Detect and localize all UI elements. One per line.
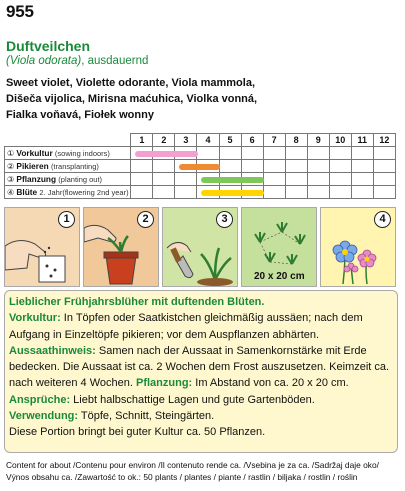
description-box [4,290,398,453]
row-label: Blüte [16,187,38,197]
footer-line: Content for about /Contenu pour environ /Il contenuto rende ca. /Vsebina je za ca. /Sadržaj daje oko/ [6,460,379,470]
month-cell [153,186,175,199]
month-cell [329,186,351,199]
row-sublabel: (planting out) [58,175,103,184]
verwendung-paragraph [9,408,393,424]
names-line: Sweet violet, Violette odorante, Viola mammola, [6,77,255,89]
aussaat-paragraph [9,343,393,392]
month-header: 4 [197,134,219,147]
calendar-corner [5,134,131,147]
step-number: 3 [216,211,233,228]
vorkultur-label: Vorkultur: [9,312,61,325]
row-label: Pflanzung [16,174,57,184]
month-cell [285,147,307,160]
latin-name [6,55,148,67]
step-number: 1 [58,211,75,228]
month-cell [351,186,373,199]
month-cell [197,147,219,160]
row-step-number: ② [7,162,15,171]
month-header: 2 [153,134,175,147]
month-header: 3 [175,134,197,147]
product-title: Duftveilchen [6,38,91,54]
footer-line: Výnos obsahu ca. /Zawartość to ok.: 50 plants / plantes / piante / rastlin / biljaka / rostlin / roślin [6,471,358,482]
month-cell [329,160,351,173]
calendar-row-label [5,173,131,186]
month-cell [197,173,219,186]
month-cell [329,147,351,160]
month-header: 10 [329,134,351,147]
row-step-number: ③ [7,175,15,184]
month-cell [307,173,329,186]
month-cell [131,186,153,199]
row-sublabel: (transplanting) [50,162,99,171]
translated-names [6,75,402,123]
row-sublabel: 2. Jahr(flowering 2nd year) [39,188,129,197]
row-sublabel: (sowing indoors) [54,149,110,158]
row-step-number: ① [7,149,15,158]
month-cell [285,173,307,186]
instruction-panels [4,207,396,287]
step-number: 2 [137,211,154,228]
row-step-number: ④ [7,188,15,197]
month-cell [373,147,395,160]
month-header: 12 [373,134,395,147]
calendar-row [5,186,396,199]
month-cell [263,147,285,160]
month-cell [307,160,329,173]
month-cell [175,186,197,199]
aussaat-label: Aussaathinweis: [9,344,96,357]
month-cell [263,160,285,173]
month-cell [241,160,263,173]
spacing-label: 20 x 20 cm [254,271,305,282]
calendar-row-label [5,147,131,160]
month-cell [351,173,373,186]
pflanzung-text: Im Abstand von ca. 20 x 20 cm. [192,377,349,390]
month-cell [373,173,395,186]
names-line: Dišeča vijolica, Mirisna maćuhica, Violka vonná, [6,93,258,105]
article-number: 955 [6,2,34,21]
period-bar [135,151,198,157]
month-cell [175,173,197,186]
panel-flowering [320,207,396,287]
month-cell [285,160,307,173]
month-cell [153,160,175,173]
month-header: 8 [285,134,307,147]
panel-spacing [241,207,317,287]
content-footer [6,460,402,483]
verwendung-label: Verwendung: [9,410,79,423]
month-cell [263,173,285,186]
intro-text: Lieblicher Frühjahrsblüher mit duftenden Blüten. [9,296,265,308]
period-bar [179,164,219,170]
month-cell [329,173,351,186]
month-cell [373,186,395,199]
panel-planting-out [162,207,238,287]
calendar-row-label [5,186,131,199]
calendar-row [5,160,396,173]
month-header: 6 [241,134,263,147]
names-line: Fialka voňavá, Fiołek wonny [6,109,154,121]
calendar-row-label [5,160,131,173]
month-cell [131,173,153,186]
row-label: Pikieren [16,161,49,171]
month-cell [219,160,241,173]
month-cell [131,160,153,173]
month-cell [175,160,197,173]
month-cell [285,186,307,199]
month-cell [373,160,395,173]
month-cell [307,186,329,199]
verwendung-text: Töpfe, Schnitt, Steingärten. [78,410,215,423]
month-cell [197,186,219,199]
calendar-row [5,173,396,186]
pflanzung-label: Pflanzung: [135,377,193,390]
month-cell [153,173,175,186]
sowing-calendar [4,133,396,199]
aussaat-text: Samen nach der Aussaat in Samenkornstärke mit Erde bedecken. Die Aussaat ist ca. 2 Wochen dem Frost auszusetzen. Keimzeit ca. nach weiteren 4 Wochen. [9,344,390,390]
month-header: 1 [131,134,153,147]
month-cell [241,147,263,160]
ansprueche-paragraph [9,392,393,408]
month-header: 9 [307,134,329,147]
period-bar [201,177,264,183]
month-cell [351,160,373,173]
month-header: 5 [219,134,241,147]
ansprueche-label: Ansprüche: [9,393,71,406]
portion-text: Diese Portion bringt bei guter Kultur ca. 50 Pflanzen. [9,426,266,439]
month-cell [263,186,285,199]
calendar-row [5,147,396,160]
panel-transplanting [83,207,159,287]
vorkultur-paragraph [9,310,393,343]
month-cell [219,147,241,160]
vorkultur-text: In Töpfen oder Saatkistchen gleichmäßig aussäen; nach dem Aufgang in Einzeltöpfe pikieren; vor dem Auspflanzen abhärten. [9,312,363,341]
month-header: 7 [263,134,285,147]
ansprueche-text: Liebt halbschattige Lagen und gute Gartenböden. [70,393,315,406]
panel-sowing [4,207,80,287]
month-header: 11 [351,134,373,147]
latin-name-italic: (Viola odorata) [6,55,82,67]
month-cell [131,147,153,160]
month-cell [351,147,373,160]
step-number: 4 [374,211,391,228]
row-label: Vorkultur [16,148,53,158]
latin-suffix: , ausdauernd [81,55,149,67]
month-cell [307,147,329,160]
period-bar [201,190,264,196]
